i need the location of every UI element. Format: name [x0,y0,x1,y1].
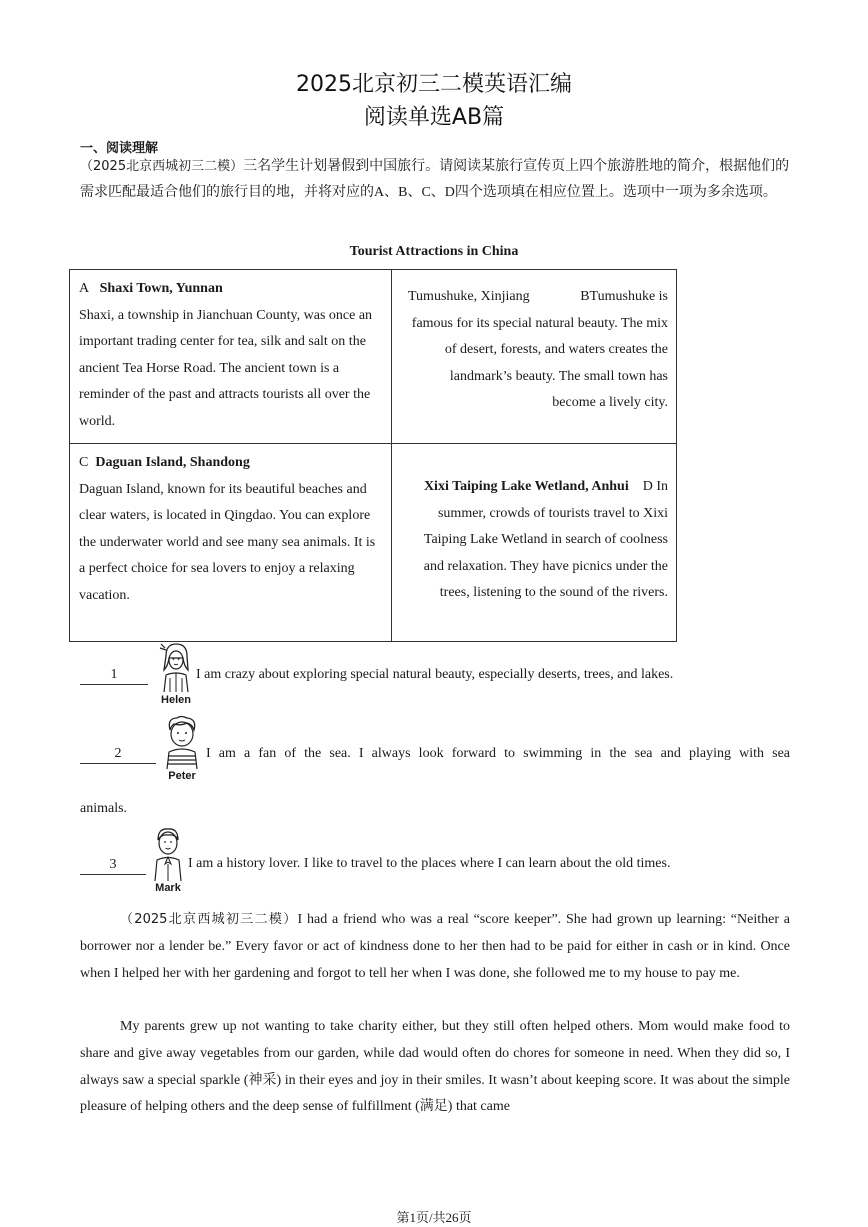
cell-b-body: famous for its special natural beauty. The mix of desert, forests, and waters creates the landmark’s beauty. The small town has become a lively city. [411,315,668,410]
cell-b [392,270,677,444]
helen-figure [156,642,196,706]
cell-a-letter: A [79,281,90,296]
cell-b-name: Tumushuke, Xinjiang [408,289,530,304]
question-3-text: I am a history lover. I like to travel to the places where I can learn about the old times. [188,856,671,871]
cell-a [70,270,392,444]
cell-c-name: Daguan Island, Shandong [95,455,250,470]
answer-blank-2[interactable]: 2 [80,745,156,764]
passage-b-p1-text: I had a friend who was a real “score keeper”. She had grown up learning: “Neither a borrower nor a lender be.” Every favor or act of kindness done to her then had to be paid for either in cash or in kind. Once when I helped her with her gardening and forgot to tell her when I was done, she followed me to my house to pay me. [80,912,791,981]
page-subtitle: 阅读单选AB篇 [363,105,505,130]
cell-c-letter: C [79,455,89,470]
cell-d [392,444,677,642]
cell-d-letter: D In [642,479,668,494]
helen-avatar-icon [158,642,194,694]
cell-d-body: summer, crowds of tourists travel to Xixi Taiping Lake Wetland in search of coolness and relaxation. They have picnics under the trees, listening to the sound of the rivers. [423,505,668,600]
page-title: 2025北京初三二模英语汇编 [296,72,572,97]
page-footer: 第1页/共26页 [396,1210,472,1225]
answer-blank-3[interactable]: 3 [80,856,146,875]
question-2 [80,745,156,764]
intro-paragraph [80,154,792,206]
cell-b-start: BTumushuke is [580,289,668,304]
question-1-text: I am crazy about exploring special natural beauty, especially deserts, trees, and lakes. [196,667,674,682]
section-heading: 一、阅读理解 [80,141,159,156]
peter-figure [160,714,204,782]
intro-text: 三名学生计划暑假到中国旅行。请阅读某旅行宣传页上四个旅游胜地的简介，根据他们的需求匹配最适合他们的旅行目的地，并将对应的A、B、C、D四个选项填在相应位置上。选项中一项为多余选项。 [80,159,790,200]
mark-figure [148,826,188,894]
passage-b-paragraph-2: My parents grew up not wanting to take charity either, but they still often helped others. Mom would make food to share and give away vegetables from our garden, while dad would often do chores for someone in need. When they did so, I always saw a special sparkle (神采) in their eyes and joy in their smiles. It wasn’t about keeping score. It was about the simple pleasure of helping others and the deep sense of fulfillment (满足) that came [80,1019,790,1115]
passage-b-paragraph-1 [80,907,790,987]
answer-blank-1[interactable]: 1 [80,666,148,685]
table-title: Tourist Attractions in China [349,244,519,259]
cell-c-body: Daguan Island, known for its beautiful beaches and clear waters, is located in Qingdao. You can explore the underwater world and see many sea animals. It is a perfect choice for sea lovers to enjoy a relaxing vacation. [79,481,376,603]
peter-label: Peter [168,770,196,782]
passage-b-source: （2025北京西城初三二模） [120,912,298,927]
intro-source: （2025北京西城初三二模） [80,159,244,174]
helen-label: Helen [161,694,191,706]
attractions-table [69,269,677,642]
cell-a-body: Shaxi, a township in Jianchuan County, was once an important trading center for tea, silk and salt on the ancient Tea Horse Road. The ancient town is a reminder of the past and attracts tourists all over the world. [79,307,373,429]
question-2-text-cont: animals. [80,801,128,816]
mark-avatar-icon [150,826,186,882]
cell-c [70,444,392,642]
question-3 [80,856,146,875]
question-1 [80,666,148,685]
mark-label: Mark [155,882,181,894]
cell-d-name: Xixi Taiping Lake Wetland, Anhui [423,479,629,494]
peter-avatar-icon [161,714,203,770]
question-2-text: I am a fan of the sea. I always look forward to swimming in the sea and playing with sea [206,746,790,761]
cell-a-name: Shaxi Town, Yunnan [99,281,223,296]
